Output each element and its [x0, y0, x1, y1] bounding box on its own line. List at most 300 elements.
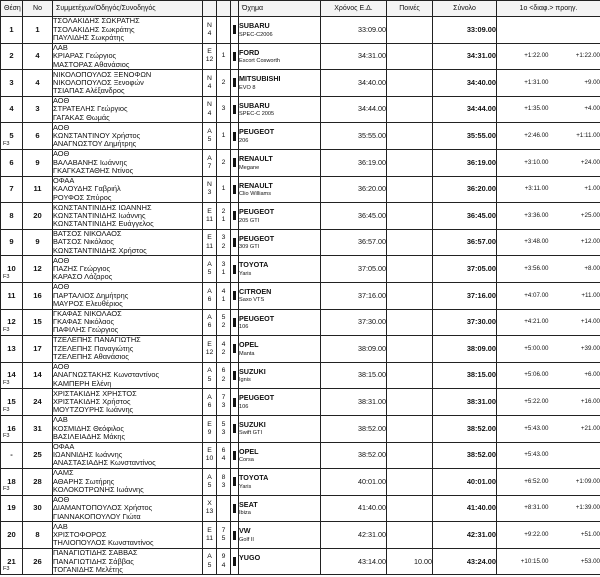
- driver-name: ΒΑΤΣΟΣ Νικόλαος: [53, 238, 114, 247]
- position-value: 14: [7, 370, 16, 380]
- penalty: [387, 442, 433, 469]
- car-model: [239, 562, 320, 569]
- mark-cell: [231, 149, 239, 176]
- table-row: [1, 415, 600, 442]
- table-row: [1, 203, 600, 230]
- penalty: 10.00: [387, 548, 433, 575]
- crew-cell: [53, 203, 203, 230]
- diff-to-first: +8:31.00: [524, 504, 549, 512]
- class-rank: 1: [221, 295, 226, 303]
- stage-time: 38:09.00: [321, 336, 387, 363]
- stage-time: 43:14.00: [321, 548, 387, 575]
- start-number: 3: [23, 96, 53, 123]
- class-rank: 3: [221, 481, 226, 489]
- total-time: 38:15.00: [433, 362, 497, 389]
- driver-name: ΠΑΡΤΑΛΙΟΣ Δημήτρης: [53, 291, 129, 300]
- class-number: 6: [207, 322, 212, 330]
- start-number: 20: [23, 203, 53, 230]
- class-number: 11: [205, 242, 214, 250]
- table-row: [1, 256, 600, 283]
- diff-to-first: +3:36.00: [524, 211, 549, 219]
- stage-time: 38:15.00: [321, 362, 387, 389]
- penalty: [387, 43, 433, 70]
- codriver-name: ΑΝΑΣΤΑΣΙΑΔΗΣ Κωνσταντίνος: [53, 459, 156, 468]
- group-rank: 3: [221, 260, 226, 268]
- class-rank: 4: [221, 561, 226, 569]
- driver-name: ΧΡΙΣΤΟΦΟΡΟΣ: [53, 530, 107, 539]
- car-cell: [239, 336, 321, 363]
- driver-name: ΣΤΡΑΤΕΛΗΣ Γεώργιος: [53, 105, 128, 114]
- class-cell: [203, 469, 217, 496]
- mark-cell: [231, 415, 239, 442]
- class-number: 11: [205, 535, 214, 543]
- position-value: 19: [7, 503, 16, 513]
- position-value: 15: [7, 396, 16, 406]
- rank-cell: [217, 415, 231, 442]
- group-rank: 5: [221, 314, 226, 322]
- total-time: 42:31.00: [433, 522, 497, 549]
- penalty: [387, 149, 433, 176]
- rank-cell: [217, 442, 231, 469]
- crew-cell: [53, 469, 203, 496]
- diff-to-previous: +53.00: [580, 557, 600, 565]
- car-marker: [233, 398, 236, 407]
- start-number: 31: [23, 415, 53, 442]
- group-letter: N: [207, 181, 212, 189]
- group-rank: 2: [221, 158, 226, 166]
- car-make: OPEL: [239, 446, 259, 456]
- stage-time: 38:52.00: [321, 415, 387, 442]
- total-time: 34:44.00: [433, 96, 497, 123]
- group-rank: 3: [221, 234, 226, 242]
- car-cell: [239, 96, 321, 123]
- rank-cell: [217, 96, 231, 123]
- entrant-name: ΝΙΚΟΛΟΠΟΥΛΟΣ ΞΕΝΟΦΩΝ: [53, 70, 152, 79]
- class-cell: [203, 176, 217, 203]
- group-letter: A: [207, 287, 212, 295]
- table-row: [1, 495, 600, 522]
- position-value: 4: [9, 104, 14, 114]
- diff-to-previous: +25.00: [580, 211, 600, 219]
- diff-to-first: +4:07.00: [524, 291, 549, 299]
- penalty: [387, 123, 433, 150]
- position-value: 9: [9, 237, 14, 247]
- group-rank: 5: [221, 420, 226, 428]
- crew-cell: [53, 522, 203, 549]
- group-letter: E: [207, 234, 212, 242]
- codriver-name: ΚΑΜΠΕΡΗ Ελένη: [53, 379, 112, 388]
- class-rank: 2: [221, 322, 226, 330]
- group-rank: 8: [221, 473, 226, 481]
- total-time: 38:52.00: [433, 442, 497, 469]
- car-cell: [239, 229, 321, 256]
- class-cell: [203, 442, 217, 469]
- diff-to-previous: +8.00: [584, 264, 600, 272]
- codriver-name: ΑΝΑΓΝΩΣΤΟΥ Δημήτρης: [53, 140, 137, 149]
- mark-cell: [231, 17, 239, 44]
- codriver-name: ΚΩΝΣΤΑΝΤΙΝΙΔΗΣ Χρήστος: [53, 246, 147, 255]
- codriver-name: ΜΟΥΤΖΟΥΡΗΣ Ιωάννης: [53, 406, 134, 415]
- car-make: SUZUKI: [239, 366, 266, 376]
- start-number: 28: [23, 469, 53, 496]
- driver-name: ΚΑΛΟΥΔΗΣ Γαβριήλ: [53, 185, 121, 194]
- car-cell: [239, 415, 321, 442]
- header-difference: 1ο <διαφ.> προηγ.: [497, 1, 600, 17]
- stage-time: 35:55.00: [321, 123, 387, 150]
- car-make: RENAULT: [239, 154, 273, 164]
- start-number: 24: [23, 389, 53, 416]
- diff-to-first: +1:31.00: [524, 78, 549, 86]
- car-cell: [239, 282, 321, 309]
- diff-to-previous: +11.00: [581, 291, 600, 299]
- entrant-name: ΑΟΘ: [53, 496, 70, 505]
- class-number: 10: [205, 455, 214, 463]
- start-number: 4: [23, 43, 53, 70]
- crew-cell: [53, 149, 203, 176]
- car-marker: [233, 52, 236, 61]
- crew-cell: [53, 17, 203, 44]
- car-model: SPEC-C2006: [239, 31, 273, 38]
- crew-cell: [53, 282, 203, 309]
- class-rank: 4: [221, 455, 226, 463]
- f3-flag: F3: [3, 140, 10, 147]
- position-value: 5: [9, 131, 14, 141]
- group-letter: E: [207, 447, 212, 455]
- difference-cell: [497, 282, 600, 309]
- crew-cell: [53, 442, 203, 469]
- position-cell: [1, 495, 23, 522]
- car-model: SPEC-C 2005: [239, 111, 275, 118]
- start-number: 12: [23, 256, 53, 283]
- rank-cell: [217, 548, 231, 575]
- position-value: 18: [7, 476, 16, 486]
- driver-name: ΒΑΛΑΒΑΝΗΣ Ιωάννης: [53, 158, 128, 167]
- start-number: 9: [23, 149, 53, 176]
- position-cell: [1, 149, 23, 176]
- car-marker: [233, 371, 236, 380]
- car-make: FORD: [239, 47, 260, 57]
- class-cell: [203, 548, 217, 575]
- car-model: 106: [239, 403, 249, 410]
- codriver-name: ΓΙΑΝΝΑΚΟΠΟΥΛΟΥ Γιώτα: [53, 512, 141, 521]
- start-number: 6: [23, 123, 53, 150]
- car-model: EVO 8: [239, 84, 256, 91]
- start-number: 8: [23, 522, 53, 549]
- car-cell: [239, 176, 321, 203]
- codriver-name: ΜΑΥΡΟΣ Ελευθέριος: [53, 299, 123, 308]
- diff-to-previous: +4.00: [584, 105, 600, 113]
- entrant-name: ΑΟΘ: [53, 123, 70, 132]
- car-cell: [239, 70, 321, 97]
- table-row: [1, 309, 600, 336]
- crew-cell: [53, 389, 203, 416]
- penalty: [387, 17, 433, 44]
- mark-cell: [231, 469, 239, 496]
- codriver-name: ΤΖΕΛΕΠΗΣ Αθανάσιος: [53, 353, 129, 362]
- car-model: Megane: [239, 164, 260, 171]
- mark-cell: [231, 336, 239, 363]
- car-make: MITSUBISHI: [239, 74, 281, 84]
- mark-cell: [231, 548, 239, 575]
- driver-name: ΑΘΑΡΗΣ Σωτήρης: [53, 477, 115, 486]
- class-rank: 3: [221, 428, 226, 436]
- position-value: -: [10, 450, 13, 460]
- difference-cell: [497, 389, 600, 416]
- codriver-name: ΚΩΝΣΤΑΝΤΙΝΙΔΗΣ Ευάγγελος: [53, 220, 154, 229]
- rank-cell: [217, 362, 231, 389]
- position-cell: [1, 548, 23, 575]
- stage-time: 34:44.00: [321, 96, 387, 123]
- position-value: 20: [7, 529, 16, 539]
- mark-cell: [231, 43, 239, 70]
- total-time: 38:31.00: [433, 389, 497, 416]
- class-cell: [203, 96, 217, 123]
- difference-cell: [497, 70, 600, 97]
- header-row: [1, 1, 600, 17]
- entrant-name: ΒΑΤΣΟΣ ΝΙΚΟΛΑΟΣ: [53, 230, 122, 239]
- group-letter: N: [207, 101, 212, 109]
- car-marker: [233, 424, 236, 433]
- difference-cell: [497, 149, 600, 176]
- table-row: [1, 442, 600, 469]
- rank-cell: [217, 336, 231, 363]
- position-value: 10: [7, 263, 16, 273]
- diff-to-first: +2:46.00: [524, 132, 549, 140]
- car-cell: [239, 522, 321, 549]
- difference-cell: [497, 548, 600, 575]
- total-time: 34:31.00: [433, 43, 497, 70]
- codriver-name: ΡΟΥΦΟΣ Σπύρος: [53, 193, 112, 202]
- car-marker: [233, 25, 236, 34]
- class-cell: [203, 43, 217, 70]
- entrant-name: ΟΦΑΑ: [53, 442, 75, 451]
- difference-cell: [497, 362, 600, 389]
- rank-cell: [217, 70, 231, 97]
- penalty: [387, 309, 433, 336]
- class-cell: [203, 415, 217, 442]
- group-rank: 1: [221, 185, 226, 193]
- car-model: Ignis: [239, 377, 251, 384]
- mark-cell: [231, 256, 239, 283]
- group-rank: 2: [221, 78, 226, 86]
- header-class: [203, 1, 217, 17]
- class-number: 5: [207, 375, 212, 383]
- f3-flag: F3: [3, 380, 10, 387]
- f3-flag: F3: [3, 566, 10, 573]
- car-make: OPEL: [239, 340, 259, 350]
- rank-cell: [217, 176, 231, 203]
- rank-cell: [217, 469, 231, 496]
- diff-to-first: +5:00.00: [524, 344, 549, 352]
- total-time: 35:55.00: [433, 123, 497, 150]
- penalty: [387, 336, 433, 363]
- class-number: 4: [207, 109, 212, 117]
- diff-to-previous: +16.00: [580, 397, 600, 405]
- diff-to-first: +5:43.00: [524, 451, 549, 459]
- rank-cell: [217, 309, 231, 336]
- driver-name: ΤΣΟΛΑΚΙΔΗΣ Σωκράτης: [53, 25, 135, 34]
- position-cell: [1, 336, 23, 363]
- rank-cell: [217, 123, 231, 150]
- diff-to-previous: +9.00: [584, 78, 600, 86]
- car-model: Corsa: [239, 457, 254, 464]
- diff-to-previous: +1:11.00: [576, 132, 600, 140]
- car-make: PEUGEOT: [239, 127, 275, 137]
- entrant-name: ΛΑΜΣ: [53, 469, 74, 478]
- codriver-name: ΚΟΛΟΚΟΤΡΩΝΗΣ Ιωάννης: [53, 486, 144, 495]
- codriver-name: ΒΑΣΙΛΕΙΑΔΗΣ Μάκης: [53, 432, 126, 441]
- group-letter: A: [207, 127, 212, 135]
- penalty: [387, 256, 433, 283]
- position-cell: [1, 389, 23, 416]
- diff-to-previous: +1:39.00: [575, 504, 600, 512]
- class-cell: [203, 70, 217, 97]
- difference-cell: [497, 442, 600, 469]
- car-model: Yaris: [239, 483, 252, 490]
- class-rank: 3: [221, 402, 226, 410]
- codriver-name: ΤΣΙΑΠΑΣ Αλέξανδρος: [53, 87, 125, 96]
- penalty: [387, 203, 433, 230]
- start-number: 26: [23, 548, 53, 575]
- driver-name: ΚΩΝΣΤΑΝΤΙΝΙΔΗΣ Ιωάννης: [53, 211, 146, 220]
- diff-to-previous: +6.00: [584, 371, 600, 379]
- group-rank: 4: [221, 287, 226, 295]
- position-cell: [1, 415, 23, 442]
- difference-cell: [497, 309, 600, 336]
- stage-time: 36:20.00: [321, 176, 387, 203]
- position-cell: [1, 229, 23, 256]
- class-cell: [203, 282, 217, 309]
- group-rank: 6: [221, 367, 226, 375]
- diff-to-first: +3:56.00: [524, 264, 549, 272]
- group-letter: E: [207, 526, 212, 534]
- crew-cell: [53, 548, 203, 575]
- car-cell: [239, 256, 321, 283]
- car-marker: [233, 78, 236, 87]
- stage-time: 36:45.00: [321, 203, 387, 230]
- header-position: Θέση: [1, 1, 23, 17]
- header-car: Όχημα: [239, 1, 321, 17]
- mark-cell: [231, 123, 239, 150]
- stage-time: 42:31.00: [321, 522, 387, 549]
- car-make: SEAT: [239, 499, 258, 509]
- penalty: [387, 70, 433, 97]
- crew-cell: [53, 336, 203, 363]
- f3-flag: F3: [3, 326, 10, 333]
- mark-cell: [231, 309, 239, 336]
- car-marker: [233, 158, 236, 167]
- total-time: 37:30.00: [433, 309, 497, 336]
- stage-time: 38:52.00: [321, 442, 387, 469]
- stage-time: 40:01.00: [321, 469, 387, 496]
- entrant-name: ΟΦΑΑ: [53, 176, 75, 185]
- group-rank: 2: [221, 207, 226, 215]
- header-group: [217, 1, 231, 17]
- position-cell: [1, 123, 23, 150]
- f3-flag: F3: [3, 273, 10, 280]
- car-make: PEUGEOT: [239, 313, 275, 323]
- rank-cell: [217, 495, 231, 522]
- table-row: [1, 96, 600, 123]
- rank-cell: [217, 389, 231, 416]
- rank-cell: [217, 149, 231, 176]
- group-letter: A: [207, 553, 212, 561]
- group-letter: A: [207, 154, 212, 162]
- position-value: 16: [7, 423, 16, 433]
- diff-to-previous: +51.00: [580, 530, 600, 538]
- mark-cell: [231, 70, 239, 97]
- diff-to-first: +3:10.00: [524, 158, 549, 166]
- class-rank: 1: [221, 269, 226, 277]
- group-letter: A: [207, 473, 212, 481]
- penalty: [387, 282, 433, 309]
- difference-cell: [497, 522, 600, 549]
- driver-name: ΠΑΖΗΣ Γεώργιος: [53, 264, 111, 273]
- rank-cell: [217, 43, 231, 70]
- class-number: 4: [207, 29, 212, 37]
- rank-cell: [217, 229, 231, 256]
- entrant-name: ΑΟΘ: [53, 97, 70, 106]
- car-model: Manta: [239, 350, 255, 357]
- entrant-name: ΛΑΒ: [53, 43, 68, 52]
- car-cell: [239, 548, 321, 575]
- crew-cell: [53, 96, 203, 123]
- car-make: SUBARU: [239, 100, 270, 110]
- total-time: 38:09.00: [433, 336, 497, 363]
- entrant-name: ΛΑΒ: [53, 416, 68, 425]
- entrant-name: ΑΟΘ: [53, 363, 70, 372]
- start-number: 9: [23, 229, 53, 256]
- penalty: [387, 415, 433, 442]
- diff-to-first: +10:15.00: [520, 557, 549, 565]
- class-number: 3: [207, 189, 212, 197]
- car-marker: [233, 451, 236, 460]
- class-number: 11: [205, 215, 214, 223]
- crew-cell: [53, 176, 203, 203]
- diff-to-previous: +1:09.00: [575, 477, 600, 485]
- difference-cell: [497, 96, 600, 123]
- car-cell: [239, 442, 321, 469]
- penalty: [387, 495, 433, 522]
- f3-flag: F3: [3, 486, 10, 493]
- table-row: [1, 522, 600, 549]
- diff-to-previous: +1:22.00: [575, 52, 600, 60]
- driver-name: ΙΩΑΝΝΙΔΗΣ Ιωάννης: [53, 451, 123, 460]
- penalty: [387, 522, 433, 549]
- diff-to-previous: +14.00: [580, 318, 600, 326]
- mark-cell: [231, 362, 239, 389]
- rank-cell: [217, 17, 231, 44]
- diff-to-first: +3:48.00: [524, 238, 549, 246]
- penalty: [387, 469, 433, 496]
- car-model: Swift GTI: [239, 430, 262, 437]
- group-rank: 4: [221, 340, 226, 348]
- car-model: Yaris: [239, 270, 252, 277]
- codriver-name: ΓΑΓΑΚΑΣ Θωμάς: [53, 113, 110, 122]
- mark-cell: [231, 203, 239, 230]
- car-model: 309 GTI: [239, 244, 260, 251]
- position-value: 21: [7, 556, 16, 566]
- car-marker: [233, 211, 236, 220]
- position-cell: [1, 522, 23, 549]
- start-number: 16: [23, 282, 53, 309]
- total-time: 41:40.00: [433, 495, 497, 522]
- group-letter: N: [207, 74, 212, 82]
- crew-cell: [53, 229, 203, 256]
- table-row: [1, 70, 600, 97]
- group-rank: 1: [221, 52, 226, 60]
- car-cell: [239, 389, 321, 416]
